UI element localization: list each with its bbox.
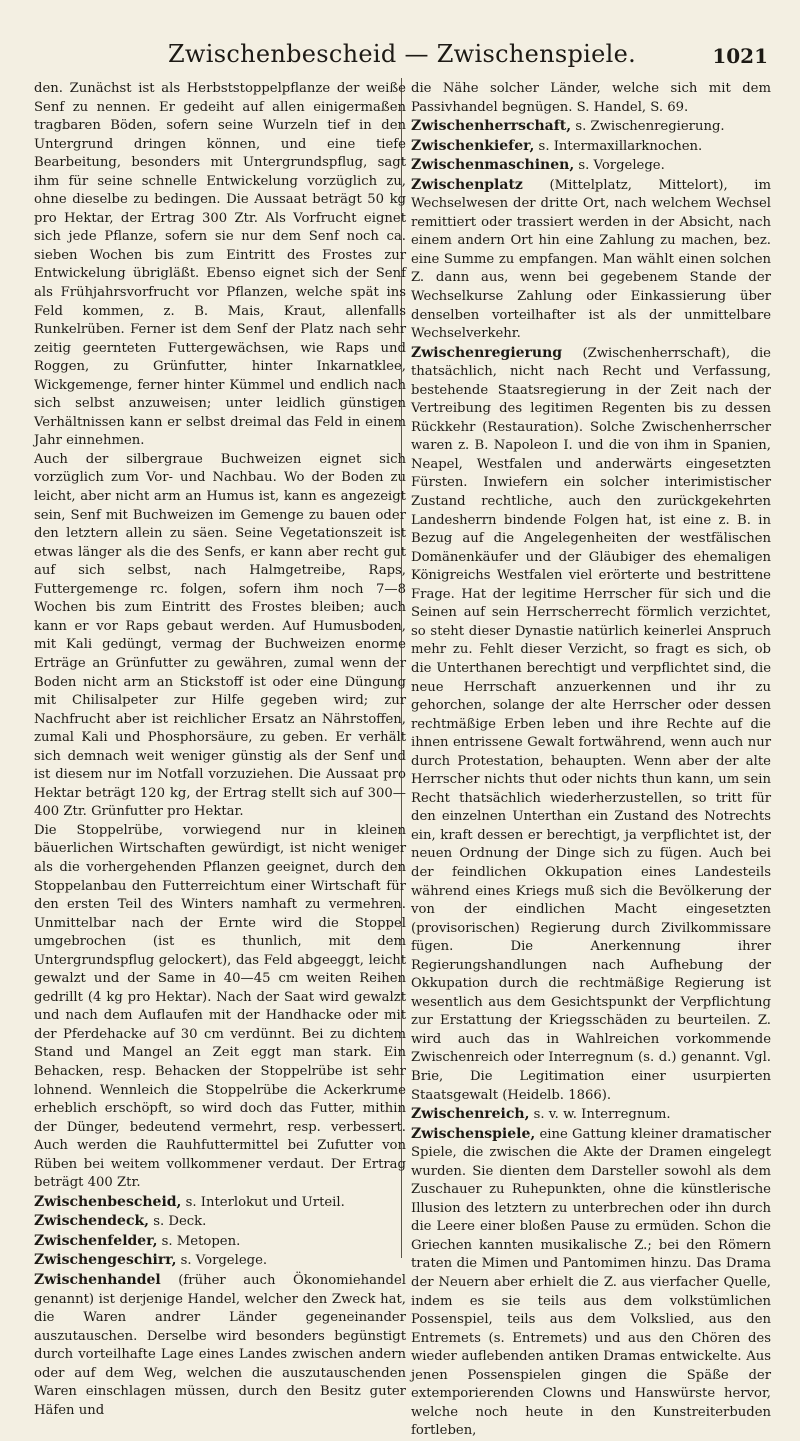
headword: Zwischenkiefer, [411,137,535,154]
entry-zwischenherrschaft [411,117,771,137]
entry-text: s. Intermaxillarknochen. [534,138,703,154]
entry-zwischenkiefer [411,137,771,157]
entry-zwischengeschirr [34,1251,406,1271]
headword: Zwischenregierung [411,344,563,361]
entry-zwischenfelder [34,1232,406,1252]
entry-text: s. Interlokut und Urteil. [181,1194,345,1210]
entry-zwischenregierung [411,344,771,1105]
entry-text: (früher auch Ökonomiehandel genannt) ist derjenige Handel, welcher den Zweck hat, die Waren andrer Länder gegeneinander auszutauschen. Derselbe wird besonders begünstigt durch vorteilhafte Lage eines Landes zwischen andern oder auf dem Weg, welchen die auszutauschenden Waren einschlagen müssen, durch den Besitz guter Häfen und [34,1273,406,1418]
entry-zwischenbescheid [34,1193,406,1213]
headword: Zwischendeck, [34,1213,150,1230]
paragraph-stoppelruebe: Die Stoppelrübe, vorwiegend nur in kleinen bäuerlichen Wirtschaften gewürdigt, ist nicht weniger als die vorhergehenden Pflanzen geeignet, durch den Stoppelanbau den Futterreichtum einer Wirtschaft für den ersten Teil des Winters namhaft zu vermehren. Unmittelbar nach der Ernte wird die Stoppel umgebrochen (ist es thunlich, mit dem Untergrundspflug gelockert), das Feld abgeeggt, leicht gewalzt und der Same in 40—45 cm weiten Reihen gedrillt (4 kg pro Hektar). Nach der Saat wird gewalzt und nach dem Auflaufen mit der Handhacke oder mit der Pferdehacke auf 30 cm verdünnt. Bei zu dichtem Stand und Mangel an Zeit eggt man stark. Ein Behacken, resp. Behacken der Stoppelrübe ist sehr lohnend. Wennleich die Stoppelrübe die Ackerkrume erheblich erschöpft, so wird doch das Futter, mithin der Dünger, bedeutend vermehrt, resp. verbessert. Auch werden die Rauhfuttermittel bei Zufutter von Rüben bei weitem vollkommener verdaut. Der Ertrag beträgt 400 Ztr. [34,822,406,1191]
headword: Zwischenspiele, [411,1125,536,1142]
page-header [36,38,768,78]
headword: Zwischenmaschinen, [411,157,575,174]
entry-zwischenmaschinen [411,156,771,176]
paragraph-continuation: die Nähe solcher Länder, welche sich mit dem Passivhandel begnügen. S. Handel, S. 69. [411,81,771,115]
paragraph-buchweizen: Auch der silbergraue Buchweizen eignet sich vorzüglich zum Vor- und Nachbau. Wo der Boden zu leicht, aber nicht arm an Humus ist, kann es angezeigt sein, Senf mit Buchweizen im Gemenge zu bauen oder den letztern allein zu säen. Seine Vegetationszeit ist etwas länger als die des Senfs, er kann aber recht gut auf sich selbst, nach Halmgetreibe, Raps, Futtergemenge rc. folgen, sofern ihm noch 7—8 Wochen bis zum Eintritt des Frostes bleiben; auch kann er vor Raps gebaut werden. Auf Humusboden, mit Kali gedüngt, vermag der Buchweizen enorme Erträge an Grünfutter zu gewähren, zumal wenn der Boden nicht arm an Stickstoff ist oder eine Düngung mit Chilisalpeter zur Hilfe gegeben wird; zur Nachfrucht aber ist reichlicher Ersatz an Nährstoffen, zumal Kali und Phosphorsäure, zu geben. Er verhält sich demnach weit weniger günstig als der Senf und ist diesem nur im Notfall vorzuziehen. Die Aussaat pro Hektar beträgt 120 kg, der Ertrag stellt sich auf 300—400 Ztr. Grünfutter pro Hektar. [34,451,406,820]
entry-zwischenhandel [34,1271,406,1420]
headword: Zwischenplatz [411,176,523,193]
entry-text: (Zwischenherrschaft), die thatsächlich, nicht nach Recht und Verfassung, bestehende Staatsregierung in der Zeit nach der Vertreibung des legitimen Regenten bis zu dessen Rückkehr (Restauration). Solche Zwischenherrscher waren z. B. Napoleon I. und die von ihm in Spanien, Neapel, Westfalen und anderwärts eingesetzten Fürsten. Inwiefern ein solcher interimistischer Zustand rechtliche, auch den zurückgekehrten Landesherrn bindende Folgen hat, ist eine z. B. in Bezug auf die Angelegenheiten der westfälischen Domänenkäufer und der Gläubiger des ehemaligen Königreichs Westfalen viel erörterte und bestrittene Frage. Hat der legitime Herrscher für sich und die Seinen auf sein Herrscherrecht förmlich verzichtet, so steht dieser Dynastie natürlich keinerlei Anspruch mehr zu. Fehlt dieser Verzicht, so fragt es sich, ob die Unterthanen berechtigt und verpflichtet sind, die neue Herrschaft anzuerkennen und ihr zu gehorchen, solange der alte Herrscher oder dessen rechtmäßige Erben leben und ihre Rechte auf die ihnen entrissene Gewalt fortwährend, wenn auch nur durch Protestation, behaupten. Wenn aber der alte Herrscher nichts thut oder nichts thun kann, um sein Recht thatsächlich wiederherzustellen, so tritt für den einzelnen Unterthan ein Zustand des Notrechts ein, kraft dessen er berechtigt, ja verpflichtet ist, der neuen Ordnung der Dinge sich zu fügen. Auch bei der feindlichen Okkupation eines Landesteils während eines Kriegs muß sich die Bevölkerung der von der eindlichen Macht eingesetzten (provisorischen) Regierung durch Zivilkommissare fügen. Die Anerkennung ihrer Regierungshandlungen nach Aufhebung der Okkupation durch die rechtmäßige Regierung ist wesentlich aus dem Gesichtspunkt der Verpflichtung zur Erstattung der Kriegsschäden zu beurteilen. Z. wird auch das in Wahlreichen vorkommende Zwischenreich oder Interregnum (s. d.) genannt. Vgl. Brie, Die Legitimation einer usurpierten Staatsgewalt (Heidelb. 1866). [411,345,771,1103]
entry-text: s. Vorgelege. [574,158,665,174]
left-column [34,80,406,1420]
headword: Zwischengeschirr, [34,1252,177,1269]
entry-zwischendeck [34,1212,406,1232]
entry-zwischenplatz [411,176,771,344]
headword: Zwischenreich, [411,1106,530,1123]
entry-text: s. Vorgelege. [176,1253,268,1269]
headword: Zwischenhandel [34,1272,161,1288]
right-column [411,80,771,1441]
entry-text: s. v. w. Interregnum. [529,1107,671,1123]
entry-zwischenreich [411,1105,771,1125]
entry-text: s. Zwischenregierung. [571,119,725,135]
headword: Zwischenherrschaft, [411,118,572,135]
entry-text: s. Deck. [149,1214,207,1230]
entry-text: s. Metopen. [157,1233,241,1249]
running-title: Zwischenbescheid — Zwischenspiele. [167,40,637,68]
entry-text: (Mittelplatz, Mittelort), im Wechselwesen der dritte Ort, nach welchem Wechsel remittiert oder trassiert werden in der Absicht, nach einem andern Ort hin eine Zahlung zu machen, bez. eine Summe zu empfangen. Man wählt einen solchen Z. dann aus, wenn bei gegebenem Stande der Wechselkurse Zahlung oder Einkassierung über denselben vorteilhafter ist als der unmittelbare Wechselverkehr. [411,177,771,342]
entry-zwischenspiele [411,1125,771,1441]
paragraph-senf: den. Zunächst ist als Herbststoppelpflanze der weiße Senf zu nennen. Er gedeiht auf allen einigermaßen tragbaren Böden, sofern seine Wurzeln tief in den Untergrund dringen können, und eine tiefe Bearbeitung, besonders mit Untergrundspflug, sagt ihm für seine schnelle Entwickelung vorzüglich zu, ohne dieselbe zu bedingen. Die Aussaat beträgt 50 kg pro Hektar, der Ertrag 300 Ztr. Als Vorfrucht eignet sich jede Pflanze, sofern sie nur dem Senf noch ca. sieben Wochen bis zum Eintritt des Frostes zur Entwickelung übrigläßt. Ebenso eignet sich der Senf als Frühjahrsvorfrucht vor Pflanzen, welche spät ins Feld kommen, z. B. Mais, Kraut, allenfalls Runkelrüben. Ferner ist dem Senf der Platz nach sehr zeitig geernteten Futtergewächsen, wie Raps und Roggen, zu Grünfutter, hinter Inkarnatklee, Wickgemenge, ferner hinter Kümmel und endlich nach sich selbst anzuweisen; unter leidlich günstigen Verhältnissen kann er selbst dreimal das Feld in einem Jahr einnehmen. [34,81,406,449]
entry-text: eine Gattung kleiner dramatischer Spiele, die zwischen die Akte der Dramen eingelegt wurden. Sie dienten dem Darsteller sowohl als dem Zuschauer zu Ruhepunkten, ohne die künstlerische Illusion des letztern zu unterbrechen oder ihn durch die Leere einer bloßen Pause zu ermüden. Schon die Griechen kannten musikalische Z.; bei den Römern traten die Mimen und Pantomimen hinzu. Das Drama der Neuern aber erhielt die Z. aus vierfacher Quelle, indem es sie teils aus dem volkstümlichen Possenspiel, teils aus dem Volkslied, aus den Entremets (s. Entremets) und aus den Chören des wieder auflebenden antiken Dramas entwickelte. Aus jenen Possenspielen gingen die Späße der extemporierenden Clowns und Hanswürste hervor, welche noch heute in den Kunstreiterbuden fortleben, [411,1126,771,1439]
page-number: 1021 [712,44,768,68]
headword: Zwischenbescheid, [34,1193,182,1210]
headword: Zwischenfelder, [34,1232,158,1249]
